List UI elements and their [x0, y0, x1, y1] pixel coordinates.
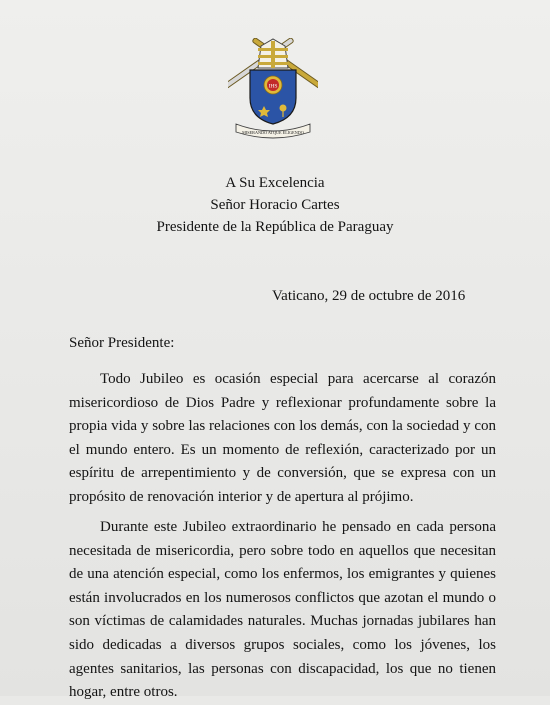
- motto-text: MISERANDO ATQUE ELIGENDO: [242, 130, 304, 135]
- body-paragraph: Durante este Jubileo extraordinario he pensado en cada persona necesitada de misericordia, pero sobre todo en aquellos que necesitan de una atención especial, como los enfermos, los emigrantes y quienes están involucrados en los numerosos conflictos que azotan el mundo o son víctimas de calamidades naturales. Muchas jornadas jubilares han sido dedicadas a diversos grupos sociales, como los jóvenes, los agentes sanitarios, las personas con discapacidad, los que no tienen hogar, entre otros.: [69, 519, 496, 701]
- recipient-line-name: Señor Horacio Cartes: [210, 197, 340, 213]
- recipient-line-honorific: A Su Excelencia: [225, 175, 325, 191]
- place-and-date: Vaticano, 29 de octubre de 2016: [272, 288, 466, 304]
- salutation: Señor Presidente:: [69, 335, 175, 351]
- recipient-line-title: Presidente de la República de Paraguay: [156, 219, 394, 235]
- body-paragraph: Todo Jubileo es ocasión especial para acercarse al corazón misericordioso de Dios Padre y reflexionar profundamente sobre la propia vida y sobre las relaciones con los demás, con la sociedad y con el mundo entero. Es un momento de reflexión, caracterizado por un espíritu de arrepentimiento y de conversión, que se expresa con un propósito de renovación interior y de apertura al prójimo.: [69, 371, 496, 505]
- monogram-label: IHS: [268, 83, 278, 90]
- papal-coat-of-arms-icon: [228, 38, 318, 140]
